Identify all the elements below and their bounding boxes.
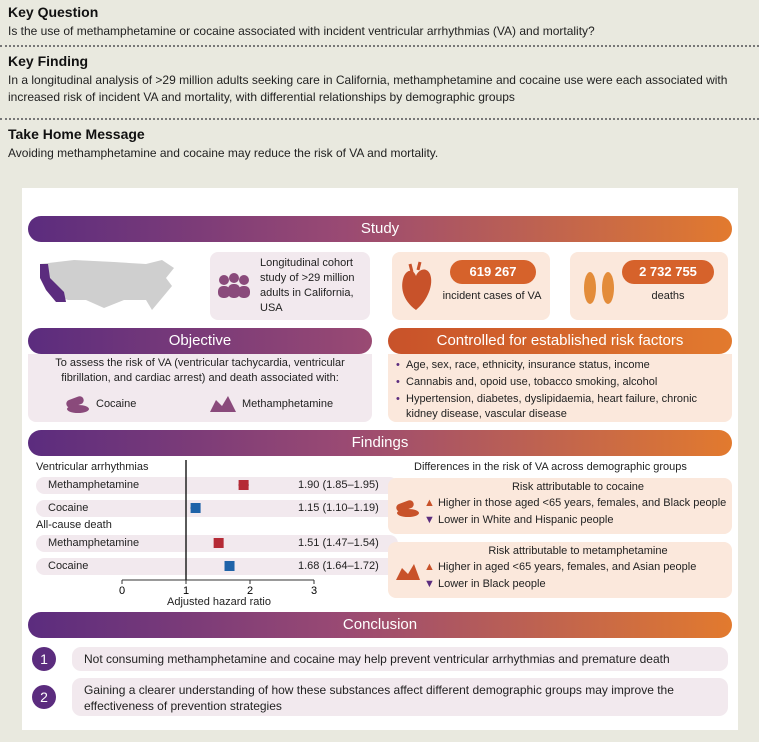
- meth-higher-text: Higher in aged <65 years, females, and Asian people: [437, 561, 697, 573]
- conclusion-number: 1: [32, 647, 56, 671]
- x-tick-label: 0: [118, 585, 126, 597]
- forest-row-label: Cocaine: [48, 560, 89, 572]
- arrow-up-icon: ▲: [424, 497, 435, 509]
- x-tick-label: 1: [182, 585, 190, 597]
- controlled-item: • Cannabis and, opoid use, tobacco smoking, alcohol: [396, 375, 724, 390]
- objective-header: Objective: [28, 328, 372, 354]
- differences-title: Differences in the risk of VA across demographic groups: [414, 461, 687, 473]
- meth-risk-box: [388, 542, 732, 598]
- study-description: Longitudinal cohort study of >29 million adults in California, USA: [260, 257, 355, 314]
- meth-lower: [424, 578, 546, 590]
- controlled-list: [396, 358, 724, 422]
- forest-row-value: 1.51 (1.47–1.54): [298, 537, 379, 549]
- cocaine-higher: [424, 497, 726, 509]
- meth-higher: [424, 561, 696, 573]
- conclusion-item-2: Gaining a clearer understanding of how these substances affect different demographic groups may improve the effectiveness of prevention strategies: [72, 678, 728, 716]
- forest-row-label: Methamphetamine: [48, 479, 140, 491]
- va-label: incident cases of VA: [442, 290, 542, 302]
- controlled-item: • Hypertension, diabetes, dyslipidaemia, heart failure, chronic kidney disease, vascular disease: [396, 392, 724, 422]
- deaths-box: [570, 252, 728, 320]
- methamphetamine-icon: [394, 562, 422, 582]
- arrow-down-icon: ▼: [424, 578, 435, 590]
- findings-header: Findings: [28, 430, 732, 456]
- key-question-text: Is the use of methamphetamine or cocaine associated with incident ventricular arrhythmias (VA) and mortality?: [8, 24, 595, 38]
- meth-risk-title: Risk attributable to metamphetamine: [488, 545, 668, 557]
- conclusion-item-1: Not consuming methamphetamine and cocaine may help prevent ventricular arrhythmias and premature death: [72, 647, 728, 671]
- cocaine-higher-text: Higher in those aged <65 years, females, and Black people: [437, 497, 727, 509]
- key-finding: [8, 53, 751, 106]
- take-home: [8, 126, 751, 162]
- key-question: [8, 4, 751, 40]
- forest-row-label: Methamphetamine: [48, 537, 140, 549]
- cocaine-icon: [394, 498, 420, 518]
- x-tick-label: 3: [310, 585, 318, 597]
- feet-icon: [580, 262, 618, 308]
- key-finding-title: Key Finding: [8, 53, 89, 69]
- key-question-title: Key Question: [8, 4, 99, 20]
- conclusion-number: 2: [32, 685, 56, 709]
- forest-row-value: 1.68 (1.64–1.72): [298, 560, 379, 572]
- objective-item-cocaine: Cocaine: [96, 398, 137, 410]
- conclusion-header: Conclusion: [28, 612, 732, 638]
- divider: [0, 45, 759, 47]
- arrow-up-icon: ▲: [424, 561, 435, 573]
- group-va-label: Ventricular arrhythmias: [36, 461, 149, 473]
- cocaine-lower-text: Lower in White and Hispanic people: [437, 514, 614, 526]
- hr-point: [225, 561, 235, 571]
- key-finding-text: In a longitudinal analysis of >29 million adults seeking care in California, methamphetamine and cocaine use were each associated with increased risk of incident VA and mortality, with differential relationships by demographic groups: [8, 73, 728, 104]
- x-tick-label: 2: [246, 585, 254, 597]
- meth-lower-text: Lower in Black people: [437, 578, 546, 590]
- objective-text: To assess the risk of VA (ventricular tachycardia, ventricular fibrillation, and cardiac arrest) and death associated with:: [55, 357, 345, 384]
- forest-row-value: 1.90 (1.85–1.95): [298, 479, 379, 491]
- controlled-box: [388, 354, 732, 422]
- forest-row-value: 1.15 (1.10–1.19): [298, 502, 379, 514]
- study-header: Study: [28, 216, 732, 242]
- death-count: 2 732 755: [622, 260, 714, 284]
- controlled-header: Controlled for established risk factors: [388, 328, 732, 354]
- infographic-panel: [22, 188, 738, 730]
- hr-point: [191, 503, 201, 513]
- hr-point: [239, 480, 249, 490]
- objective-item-meth: Methamphetamine: [242, 398, 334, 410]
- cocaine-risk-title: Risk attributable to cocaine: [511, 481, 645, 493]
- death-label: deaths: [651, 290, 685, 302]
- take-home-title: Take Home Message: [8, 126, 145, 142]
- forest-plot: [22, 188, 422, 618]
- x-axis-label: Adjusted hazard ratio: [167, 596, 271, 608]
- take-home-text: Avoiding methamphetamine and cocaine may reduce the risk of VA and mortality.: [8, 146, 439, 160]
- forest-row-label: Cocaine: [48, 502, 89, 514]
- arrow-down-icon: ▼: [424, 514, 435, 526]
- controlled-item: • Age, sex, race, ethnicity, insurance status, income: [396, 358, 724, 373]
- cocaine-lower: [424, 514, 613, 526]
- hr-point: [214, 538, 224, 548]
- va-count: 619 267: [450, 260, 536, 284]
- divider: [0, 118, 759, 120]
- cocaine-risk-box: [388, 478, 732, 534]
- group-death-label: All-cause death: [36, 519, 112, 531]
